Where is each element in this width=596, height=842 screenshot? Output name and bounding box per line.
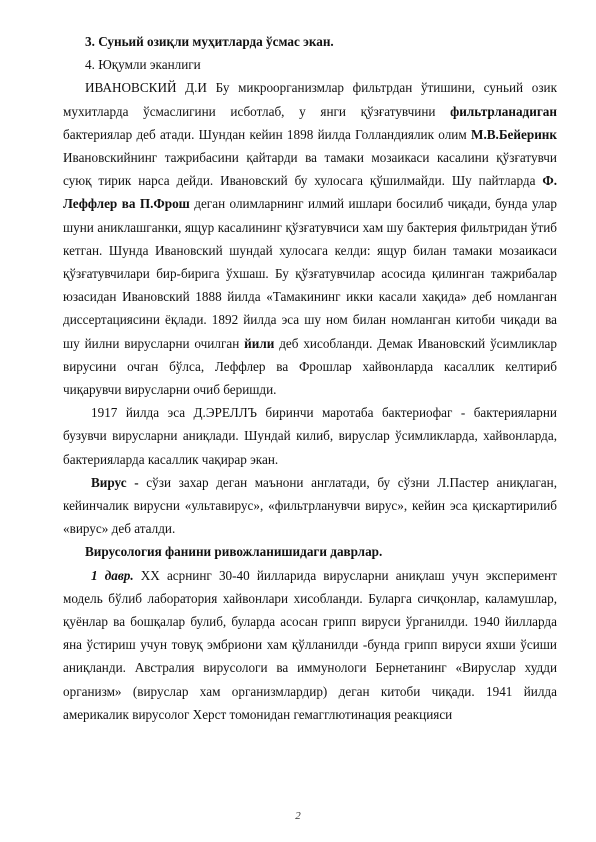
document-page (63, 30, 557, 726)
list-item-3: 3. Суньий озиқли муҳитларда ўсмас экан. (85, 34, 334, 49)
list-item-4: 4. Юқумли эканлиги (85, 57, 201, 73)
page-number: 2 (295, 810, 301, 822)
paragraph-virus-term: Вирус - сўзи захар деган маънони англатади, бу сўзни Л.Пастер аниқлаган, кейинчалик вирусни «ультавирус», «фильтрланувчи вирус», кейин эса қискартирилиб «вирус» деб аталди. (63, 474, 557, 537)
section-heading: Вирусология фанини ривожланишидаги даврлар. (85, 544, 383, 560)
paragraph-ivanovsky: ИВАНОВСКИЙ Д.И Бу микроорганизмлар фильтрдан ўтишини, суньий озик мухитларда ўсмаслигини исботлаб, у янги қўзғатувчини фильтрланадиган бактериялар деб атади. Шундан кейин 1898 йилда Голландиялик олим М.В.Бейеринк Ивановскийнинг тажрибасини қайтарди ва тамаки мозаикаси касалини қўзғатувчи суюқ тирик нарса дейди. Ивановский бу хулосага қўшилмайди. Шу пайтларда Ф. Леффлер ва П.Фрош деган олимларнинг илмий ишлари босилиб чиқади, бунда улар шуни аниклашганки, ящур касалининг қўзғатувчиси хам шу бактерия фильтридан ўтиб кетган. Шунда Ивановский шундай хулосага келди: ящур билан тамаки мозаикаси қўзғатувчилари бир-бирига ўхшаш. Бу қўзғатувчилар асосида қилинган тажрибалар юзасидан Ивановский 1888 йилда «Тамакининг икки касали хақида» деб номланган диссертациясини ёқлади. 1892 йилда эса шу ном билан номланган китоби чиқади ва шу йилни вирусларни очилган йили деб хисобланди. Демак Ивановский ўсимликлар вирусини очган бўлса, Леффлер ва Фрошлар хайвонларда касаллик келтириб чиқарувчи вирусларни очиб беришди. (63, 80, 557, 398)
paragraph-period-1: 1 давр. XX асрнинг 30-40 йилларида вирусларни аниқлаш учун эксперимент модель бўлиб лаборатория хайвонлари хисобланди. Буларга сичқонлар, каламушлар, қуёнлар ва бошқалар булиб, буларда асосан грипп вируси ўрганилди. 1940 йилларда яна ўстириш учун товуқ эмбриони хам қўлланилди -бунда грипп вируси яхши ўсиши аниқланди. Австралия вирусологи ва иммунологи Бернетанинг «Вируслар худди организм» (вируслар хам организмлардир) деган китоби чиқади. 1941 йилда америкалик вирусолог Херст томонидан гемагглютинация реакцияси (63, 567, 557, 722)
paragraph-herelle: 1917 йилда эса Д.ЭРЕЛЛЪ биринчи маротаба бактериофаг - бактерияларни бузувчи вирусларни аниқлади. Шундай килиб, вируслар ўсимликларда, хайвонларда, бактерияларда касаллик чақирар экан. (63, 405, 557, 467)
